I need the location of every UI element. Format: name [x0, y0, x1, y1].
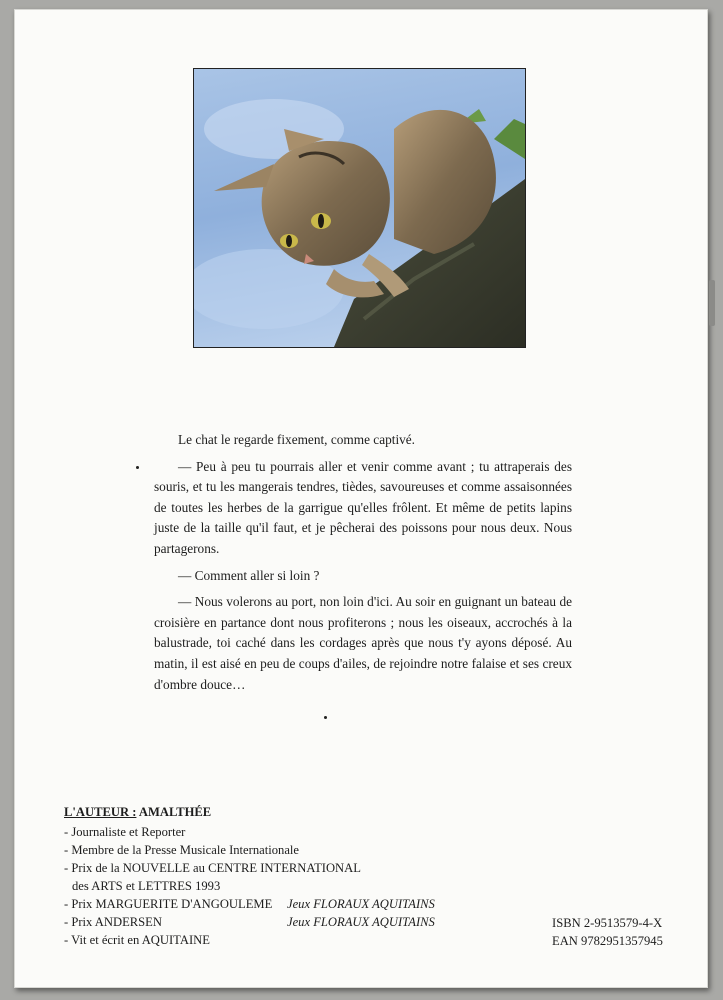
author-credit: - Journaliste et Reporter	[64, 825, 186, 839]
excerpt-paragraph: — Peu à peu tu pourrais aller et venir comme avant ; tu attraperais des souris, et tu les mangerais tendres, tièdes, savoureuses et comme assaisonnées de toutes les herbes de la garrigue qu'elles frôlent. Et même de petits lapins juste de la taille qu'il faut, et je pêcherai des poissons pour nous deux. Nous partagerons.	[154, 458, 572, 556]
author-section	[64, 803, 454, 949]
author-credit: - Membre de la Presse Musicale Internationale	[64, 843, 299, 857]
cover-edge-tab	[709, 280, 715, 326]
excerpt-paragraph: — Comment aller si loin ?	[178, 567, 320, 583]
print-speck	[136, 466, 139, 469]
author-credit: - Prix de la NOUVELLE au CENTRE INTERNATIONAL	[64, 861, 361, 875]
excerpt-paragraph: Le chat le regarde fixement, comme captivé.	[178, 432, 416, 447]
isbn-number: ISBN 2-9513579-4-X	[552, 916, 663, 930]
cat-photo	[193, 68, 526, 348]
author-credit: - Prix ANDERSEN Jeux FLORAUX AQUITAINS	[64, 915, 435, 929]
award-note: Jeux FLORAUX AQUITAINS	[287, 897, 435, 911]
author-label: L'AUTEUR :	[64, 805, 137, 819]
book-excerpt	[154, 430, 572, 701]
cat-photo-icon	[194, 69, 525, 347]
author-name: AMALTHÉE	[138, 805, 212, 819]
author-heading	[64, 803, 454, 821]
ean-number: EAN 9782951357945	[552, 934, 663, 948]
author-credit: des ARTS et LETTRES 1993	[72, 879, 221, 893]
book-identifiers	[552, 914, 692, 950]
print-speck	[324, 716, 327, 719]
award-note: Jeux FLORAUX AQUITAINS	[287, 915, 435, 929]
excerpt-paragraph: — Nous volerons au port, non loin d'ici. Au soir en guignant un bateau de croisière en partance dont nous profiterons ; nous les oiseaux, accrochés à la balustrade, toi caché dans les cordages après que nous t'y ayons déposé. Au matin, il est aisé en peu de coups d'ailes, de rejoindre notre falaise et ses creux d'ombre douce…	[154, 594, 572, 692]
author-credit: - Prix MARGUERITE D'ANGOULEME Jeux FLORAUX AQUITAINS	[64, 897, 435, 911]
author-credit: - Vit et écrit en AQUITAINE	[64, 933, 210, 947]
